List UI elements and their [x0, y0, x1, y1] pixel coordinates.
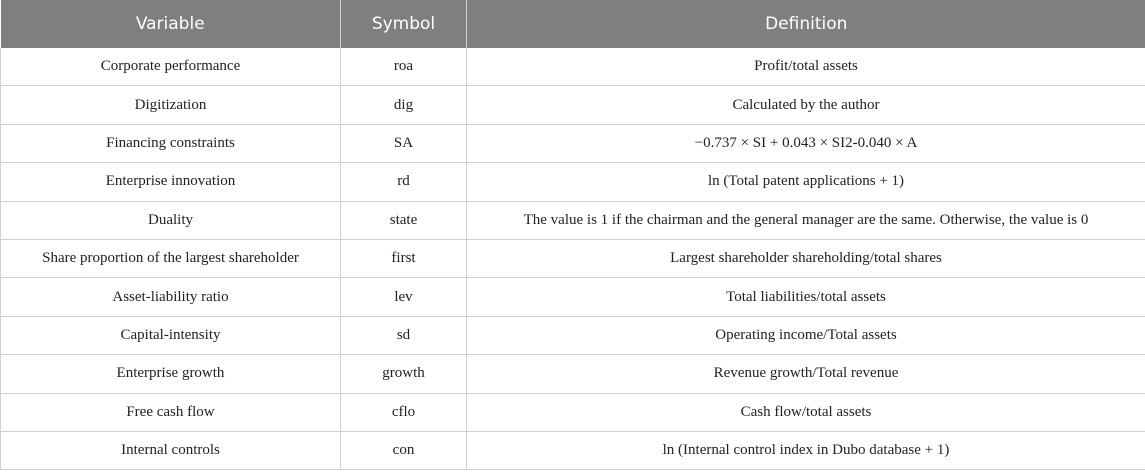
header-variable: Variable [1, 0, 341, 48]
definition-cell: Operating income/Total assets [467, 316, 1145, 354]
symbol-cell: state [341, 201, 467, 239]
variable-cell: Duality [1, 201, 341, 239]
table-row [1, 393, 1145, 431]
variable-cell: Internal controls [1, 431, 341, 469]
definition-cell: ln (Total patent applications + 1) [467, 163, 1145, 201]
symbol-cell: cflo [341, 393, 467, 431]
header-symbol: Symbol [341, 0, 467, 48]
variable-cell: Free cash flow [1, 393, 341, 431]
table-row [1, 124, 1145, 162]
table-row [1, 163, 1145, 201]
table-row [1, 86, 1145, 124]
symbol-cell: roa [341, 48, 467, 86]
definition-cell: ln (Internal control index in Dubo database + 1) [467, 431, 1145, 469]
table-row [1, 431, 1145, 469]
variable-cell: Digitization [1, 86, 341, 124]
symbol-cell: dig [341, 86, 467, 124]
variable-cell: Financing constraints [1, 124, 341, 162]
header-definition: Definition [467, 0, 1145, 48]
table-row [1, 48, 1145, 86]
table-body [1, 48, 1145, 470]
definition-cell: The value is 1 if the chairman and the general manager are the same. Otherwise, the value is 0 [467, 201, 1145, 239]
variable-cell: Asset-liability ratio [1, 278, 341, 316]
table-row [1, 355, 1145, 393]
symbol-cell: lev [341, 278, 467, 316]
symbol-cell: con [341, 431, 467, 469]
variable-cell: Corporate performance [1, 48, 341, 86]
definition-cell: Calculated by the author [467, 86, 1145, 124]
variable-cell: Capital-intensity [1, 316, 341, 354]
symbol-cell: first [341, 239, 467, 277]
table-header [1, 0, 1145, 48]
symbol-cell: growth [341, 355, 467, 393]
table-row [1, 278, 1145, 316]
table-row [1, 201, 1145, 239]
definition-cell: Total liabilities/total assets [467, 278, 1145, 316]
variable-cell: Share proportion of the largest shareholder [1, 239, 341, 277]
table-row [1, 239, 1145, 277]
header-row [1, 0, 1145, 48]
variable-cell: Enterprise growth [1, 355, 341, 393]
table-row [1, 316, 1145, 354]
symbol-cell: rd [341, 163, 467, 201]
definition-cell: Cash flow/total assets [467, 393, 1145, 431]
definition-cell: Revenue growth/Total revenue [467, 355, 1145, 393]
definition-cell: −0.737 × SI + 0.043 × SI2-0.040 × A [467, 124, 1145, 162]
variable-cell: Enterprise innovation [1, 163, 341, 201]
symbol-cell: SA [341, 124, 467, 162]
definition-cell: Largest shareholder shareholding/total shares [467, 239, 1145, 277]
symbol-cell: sd [341, 316, 467, 354]
definition-cell: Profit/total assets [467, 48, 1145, 86]
